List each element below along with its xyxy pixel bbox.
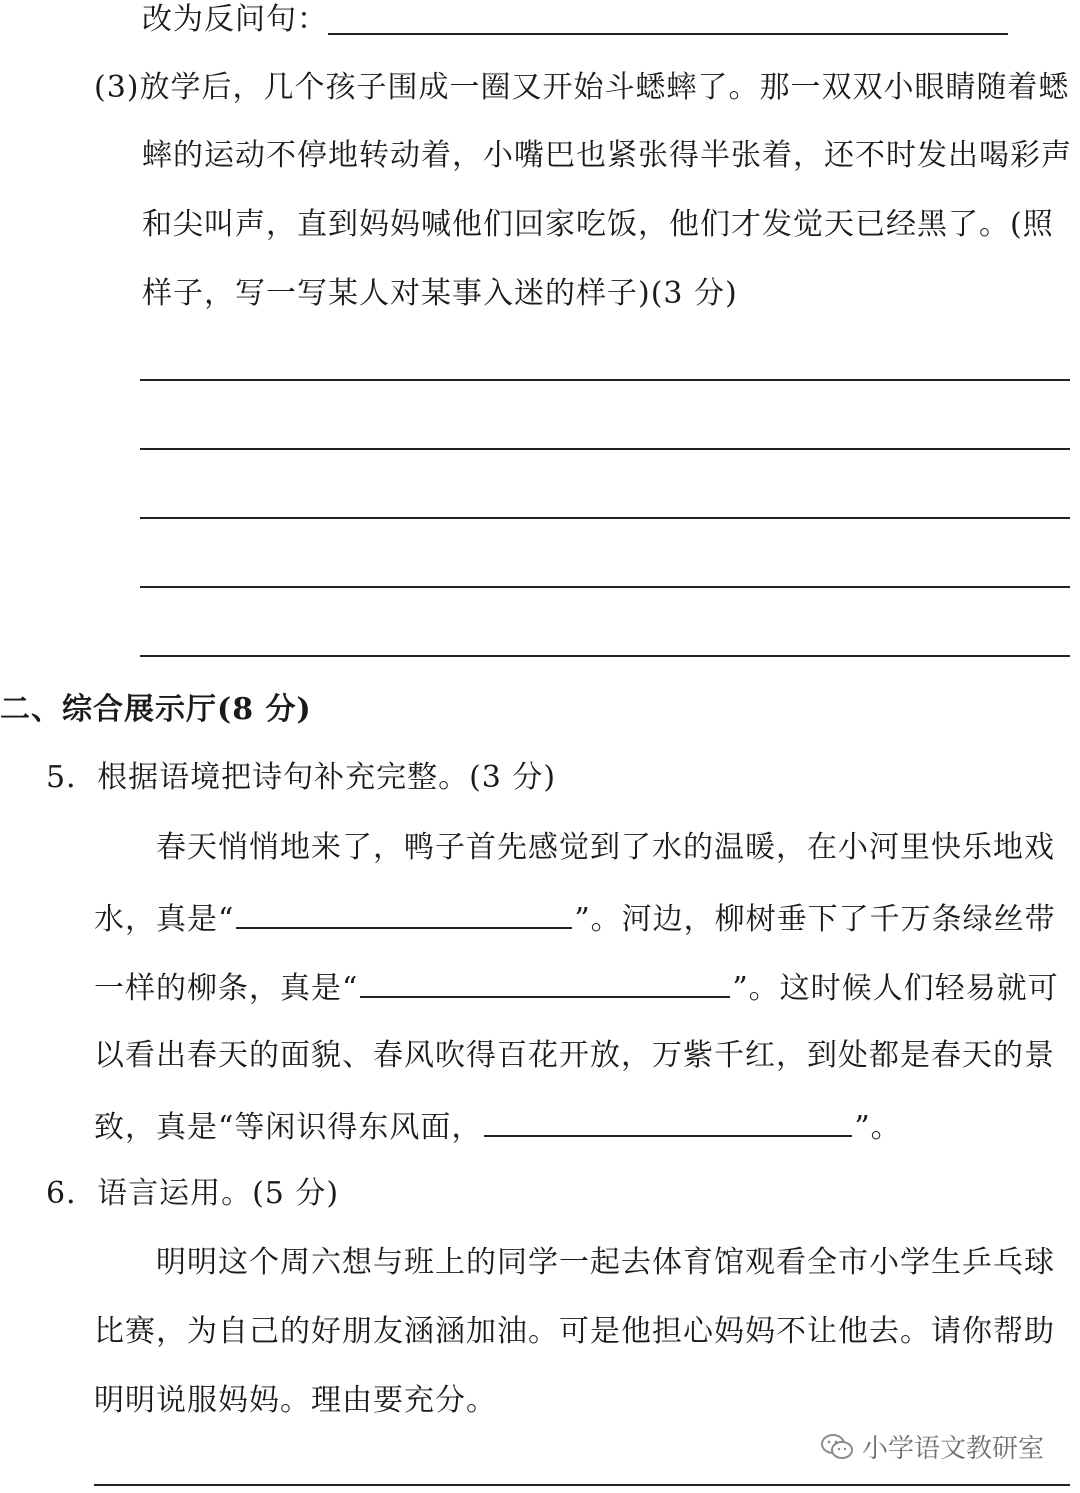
q5-text: ”。这时候人们轻易就可: [732, 971, 1059, 1006]
answer-line[interactable]: [140, 448, 1070, 450]
q4-3-line-2: 蟀的运动不停地转动着，小嘴巴也紧张得半张着，还不时发出喝彩声: [142, 138, 1072, 173]
answer-line[interactable]: [94, 1484, 1070, 1486]
q5-text: 致，真是“等闲识得东风面，: [94, 1110, 483, 1145]
wechat-icon: [820, 1433, 854, 1461]
q4-3-line-3: 和尖叫声，直到妈妈喊他们回家吃饭，他们才发觉天已经黑了。(照: [142, 207, 1054, 242]
q5-title: 5．根据语境把诗句补充完整。(3 分): [46, 760, 557, 795]
answer-line[interactable]: [140, 517, 1070, 519]
answer-line[interactable]: [140, 379, 1070, 381]
q6-para-line-1: 明明这个周六想与班上的同学一起去体育馆观看全市小学生乒乓球: [156, 1245, 1055, 1280]
q5-para-line-1: 春天悄悄地来了，鸭子首先感觉到了水的温暖，在小河里快乐地戏: [156, 830, 1055, 865]
q5-text: ”。: [854, 1110, 902, 1145]
q6-title: 6．语言运用。(5 分): [46, 1176, 340, 1211]
watermark-text: 小学语文教研室: [861, 1434, 1044, 1464]
rewrite-prompt: [142, 0, 328, 40]
poem-blank-1[interactable]: [236, 897, 572, 929]
q5-para-line-2: [94, 897, 1056, 940]
answer-line[interactable]: [140, 586, 1070, 588]
q5-para-line-4: 以看出春天的面貌、春风吹得百花开放，万紫千红，到处都是春天的景: [94, 1038, 1055, 1073]
q6-para-line-2: 比赛，为自己的好朋友涵涵加油。可是他担心妈妈不让他去。请你帮助: [94, 1314, 1055, 1349]
q6-para-line-3: 明明说服妈妈。理由要充分。: [94, 1383, 497, 1418]
watermark: [820, 1428, 1044, 1465]
q4-3-line-1: (3)放学后，几个孩子围成一圈又开始斗蟋蟀了。那一双双小眼睛随着蟋: [94, 70, 1070, 105]
q5-text: ”。河边，柳树垂下了千万条绿丝带: [574, 902, 1056, 937]
q5-text: 一样的柳条，真是“: [94, 971, 359, 1006]
q4-3-line-4: 样子，写一写某人对某事入迷的样子)(3 分): [142, 276, 738, 311]
answer-line[interactable]: [140, 655, 1070, 657]
q5-para-line-5: [94, 1105, 902, 1148]
q5-text: 水，真是“: [94, 902, 235, 937]
poem-blank-2[interactable]: [360, 966, 730, 998]
rewrite-prompt-label: 改为反问句：: [142, 2, 328, 37]
poem-blank-3[interactable]: [484, 1105, 852, 1137]
section-heading: 二、综合展示厅(8 分): [0, 692, 312, 727]
q5-para-line-3: [94, 966, 1059, 1009]
rewrite-answer-line[interactable]: [328, 33, 1008, 35]
